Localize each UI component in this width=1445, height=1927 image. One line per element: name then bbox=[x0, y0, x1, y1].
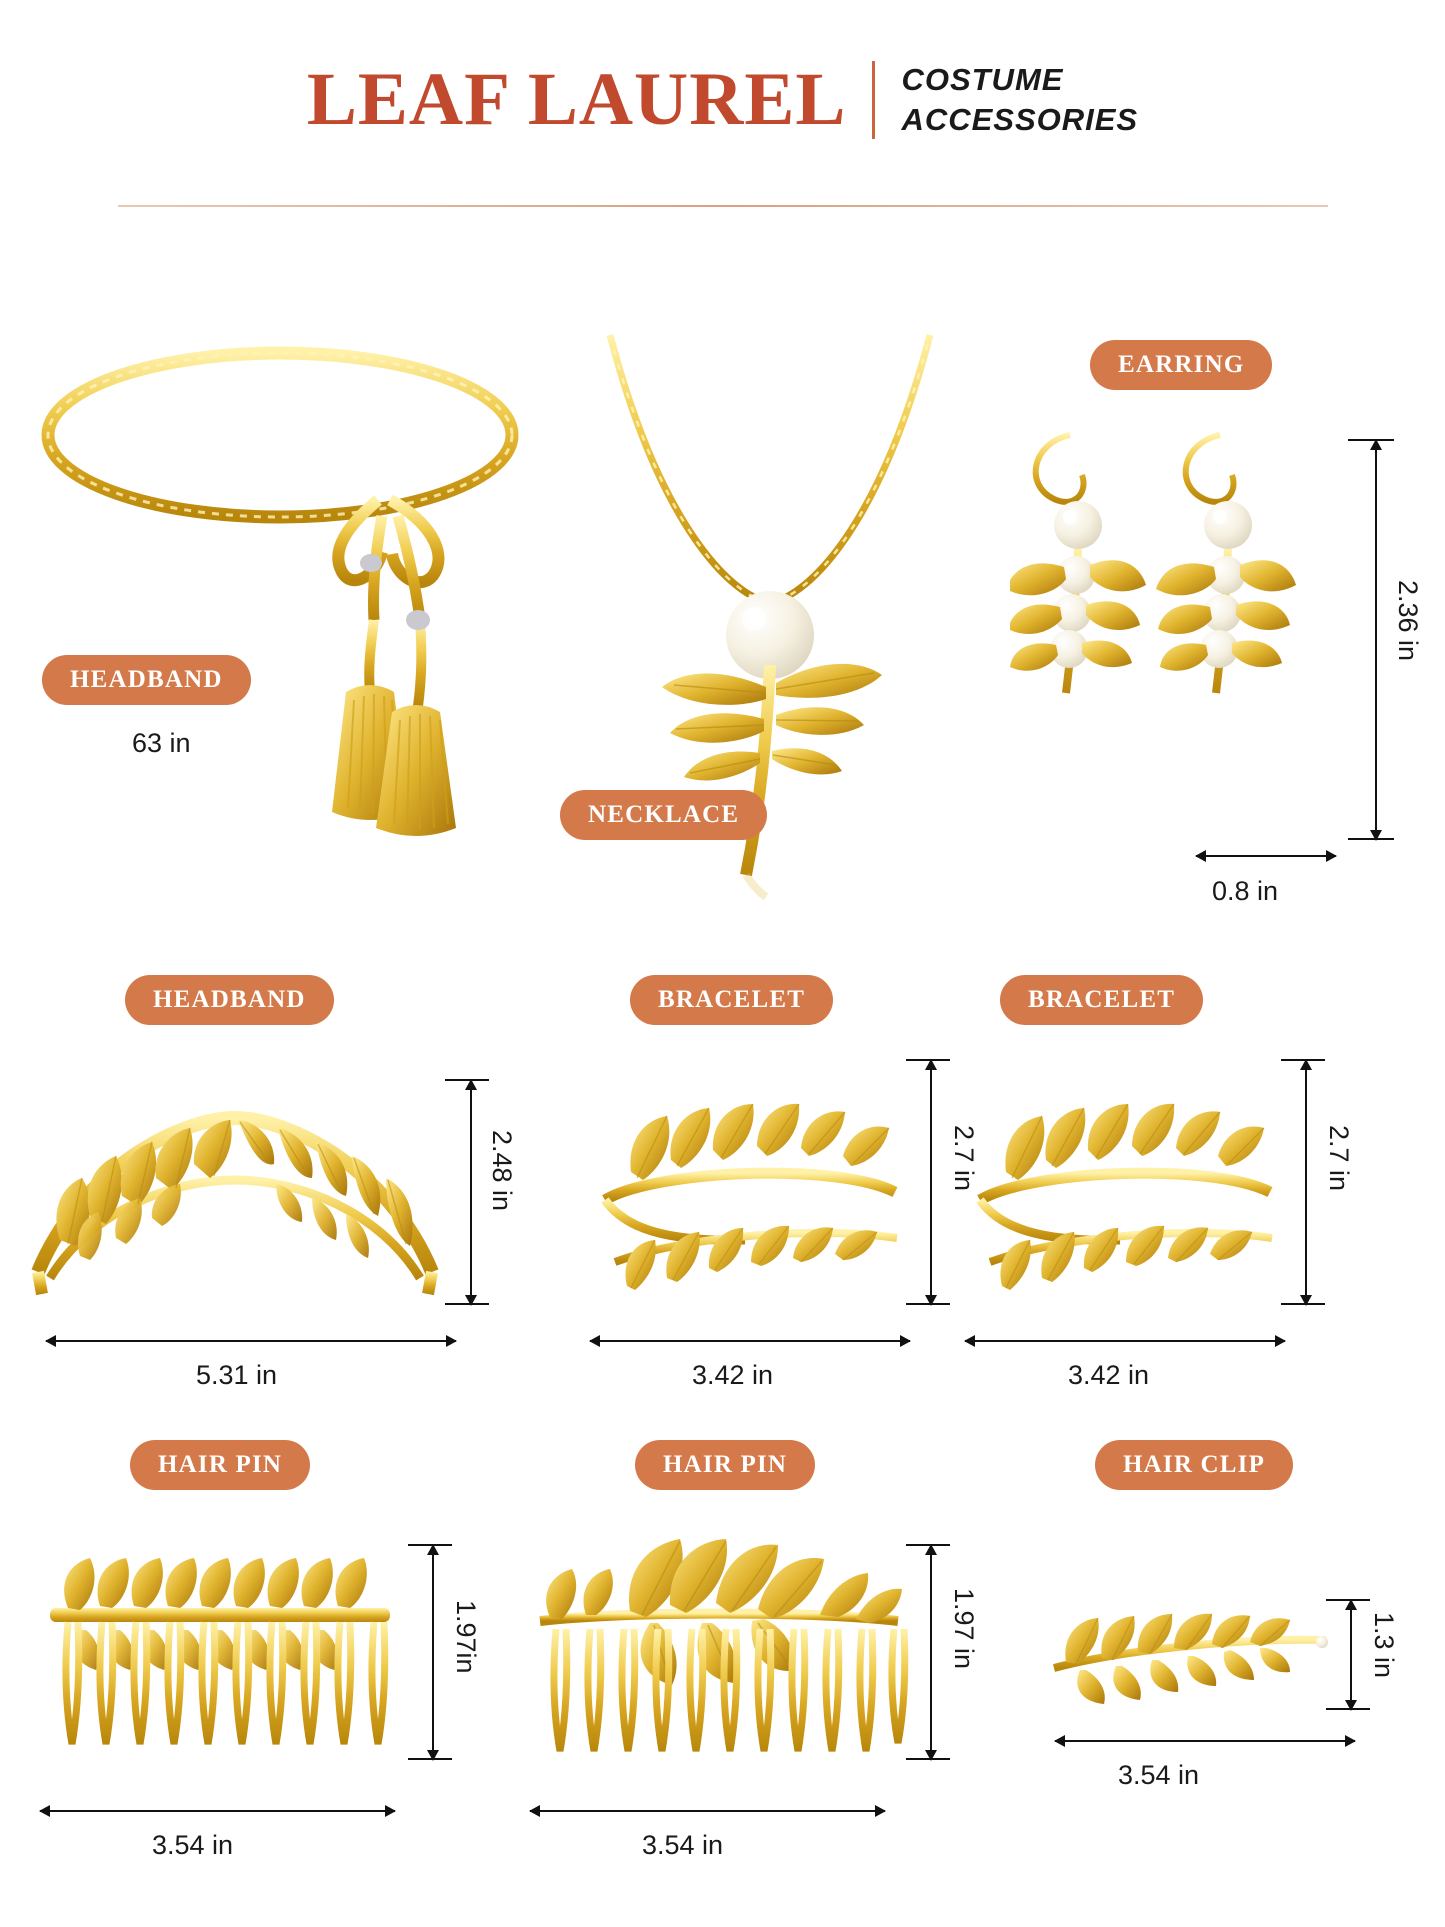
dim-hair-pin-left-width-arrow bbox=[40, 1810, 395, 1812]
earring-image bbox=[1010, 425, 1340, 865]
bracelet-right-image bbox=[960, 1050, 1290, 1320]
dim-bracelet-left-bottom-tick bbox=[906, 1303, 950, 1305]
hair-pin-center-image bbox=[520, 1525, 920, 1785]
measure-headband-rope-length: 63 in bbox=[132, 728, 191, 758]
hair-clip-image bbox=[1040, 1590, 1340, 1710]
measure-earring-height: 2.36 in bbox=[1393, 580, 1423, 662]
dim-bracelet-left-width-arrow bbox=[590, 1340, 910, 1342]
measure-hair-pin-center-width: 3.54 in bbox=[642, 1830, 724, 1860]
dim-hair-clip-bottom-tick bbox=[1326, 1708, 1370, 1710]
dim-earring-bottom-tick bbox=[1348, 838, 1394, 840]
bracelet-left-image bbox=[585, 1050, 915, 1320]
badge-headband-rope: HEADBAND bbox=[42, 655, 251, 705]
measure-hair-pin-center-height: 1.97 in bbox=[949, 1588, 979, 1670]
dim-hair-clip-width-arrow bbox=[1055, 1740, 1355, 1742]
badge-necklace: NECKLACE bbox=[560, 790, 767, 840]
subtitle-line-1: COSTUME bbox=[901, 62, 1064, 97]
title-divider bbox=[872, 61, 875, 139]
header-rule bbox=[118, 205, 1328, 207]
dim-hair-pin-center-height-arrow bbox=[930, 1545, 932, 1760]
badge-hair-pin-center: HAIR PIN bbox=[635, 1440, 815, 1490]
dim-earring-width-arrow bbox=[1196, 855, 1336, 857]
title-row bbox=[0, 58, 1445, 142]
dim-bracelet-right-width-arrow bbox=[965, 1340, 1285, 1342]
page-header bbox=[0, 60, 1445, 190]
dim-bracelet-right-top-tick bbox=[1281, 1059, 1325, 1061]
dim-hair-pin-left-bottom-tick bbox=[408, 1758, 452, 1760]
measure-hair-pin-left-height: 1.97in bbox=[451, 1600, 481, 1674]
dim-headband-bottom-tick bbox=[445, 1303, 489, 1305]
hair-pin-left-image bbox=[28, 1530, 418, 1780]
dim-hair-pin-center-bottom-tick bbox=[906, 1758, 950, 1760]
dim-hair-pin-center-width-arrow bbox=[530, 1810, 885, 1812]
measure-hair-pin-left-width: 3.54 in bbox=[152, 1830, 234, 1860]
page-subtitle bbox=[901, 60, 1138, 139]
dim-earring-height-arrow bbox=[1375, 440, 1377, 840]
measure-earring-width: 0.8 in bbox=[1212, 876, 1279, 906]
badge-bracelet-left: BRACELET bbox=[630, 975, 833, 1025]
badge-earring: EARRING bbox=[1090, 340, 1272, 390]
page-title: LEAF LAUREL bbox=[306, 58, 847, 142]
measure-bracelet-right-width: 3.42 in bbox=[1068, 1360, 1150, 1390]
measure-hair-clip-width: 3.54 in bbox=[1118, 1760, 1200, 1790]
dim-bracelet-left-top-tick bbox=[906, 1059, 950, 1061]
badge-hair-pin-left: HAIR PIN bbox=[130, 1440, 310, 1490]
dim-hair-pin-left-height-arrow bbox=[432, 1545, 434, 1760]
badge-headband-leaf: HEADBAND bbox=[125, 975, 334, 1025]
dim-bracelet-right-height-arrow bbox=[1305, 1060, 1307, 1305]
measure-bracelet-right-height: 2.7 in bbox=[1324, 1125, 1354, 1192]
measure-hair-clip-height: 1.3 in bbox=[1369, 1612, 1399, 1679]
dim-bracelet-right-bottom-tick bbox=[1281, 1303, 1325, 1305]
subtitle-line-2: ACCESSORIES bbox=[901, 101, 1139, 137]
dim-headband-top-tick bbox=[445, 1079, 489, 1081]
dim-bracelet-left-height-arrow bbox=[930, 1060, 932, 1305]
measure-headband-height: 2.48 in bbox=[487, 1130, 517, 1212]
dim-hair-clip-top-tick bbox=[1326, 1599, 1370, 1601]
headband-rope-image bbox=[30, 320, 550, 900]
measure-bracelet-left-height: 2.7 in bbox=[949, 1125, 979, 1192]
dim-headband-height-arrow bbox=[470, 1080, 472, 1305]
dim-headband-width-arrow bbox=[46, 1340, 456, 1342]
measure-headband-width: 5.31 in bbox=[196, 1360, 278, 1390]
headband-leaf-image bbox=[20, 1060, 450, 1310]
measure-bracelet-left-width: 3.42 in bbox=[692, 1360, 774, 1390]
dim-earring-top-tick bbox=[1348, 439, 1394, 441]
dim-hair-clip-height-arrow bbox=[1350, 1600, 1352, 1710]
dim-hair-pin-left-top-tick bbox=[408, 1544, 452, 1546]
badge-hair-clip: HAIR CLIP bbox=[1095, 1440, 1293, 1490]
badge-bracelet-right: BRACELET bbox=[1000, 975, 1203, 1025]
dim-hair-pin-center-top-tick bbox=[906, 1544, 950, 1546]
